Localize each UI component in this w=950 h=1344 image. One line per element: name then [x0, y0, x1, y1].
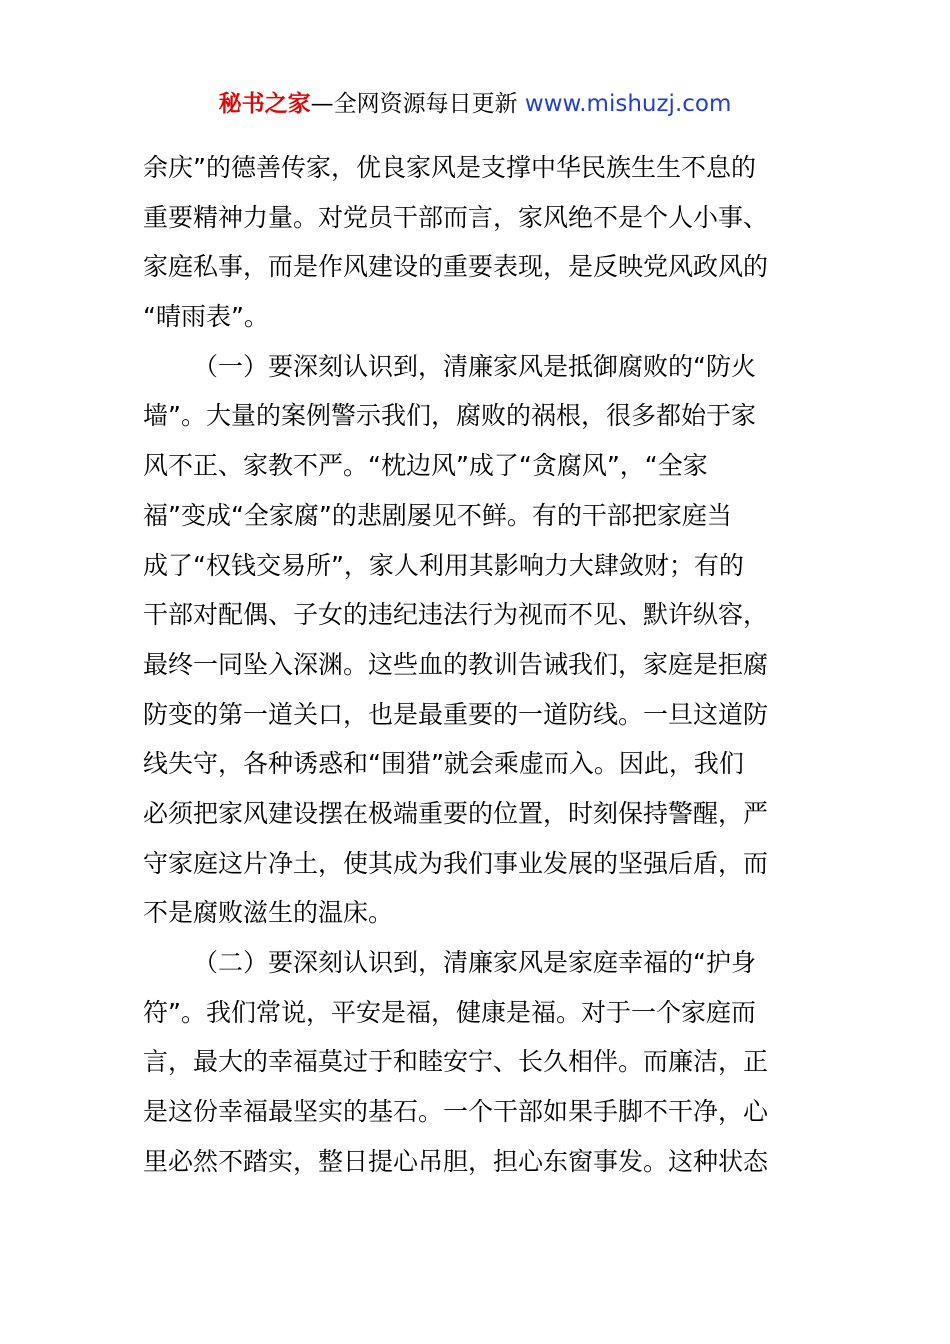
text-line: 最终一同坠入深渊。这些血的教训告诫我们，家庭是拒腐: [143, 649, 769, 679]
brand-name: 秘书之家: [218, 91, 311, 117]
header-tagline: —全网资源每日更新: [310, 91, 525, 117]
text-line: 符”。我们常说，平安是福，健康是福。对于一个家庭而: [143, 997, 756, 1027]
text-line: 余庆”的德善传家，优良家风是支撑中华民族生生不息的: [143, 153, 756, 182]
text-line: 不是腐败滋生的温床。: [143, 898, 394, 928]
text-line: 线失守，各种诱惑和“围猎”就会乘虚而入。因此，我们: [143, 749, 744, 779]
text-line: 风不正、家教不严。“枕边风”成了“贪腐风”，“全家: [143, 451, 708, 481]
text-line: 必须把家风建设摆在极端重要的位置，时刻保持警醒，严: [143, 798, 769, 828]
text-line: 福”变成“全家腐”的悲剧屡见不鲜。有的干部把家庭当: [143, 500, 732, 530]
text-line: 守家庭这片净土，使其成为我们事业发展的坚强后盾，而: [143, 848, 769, 878]
site-header: [0, 88, 950, 120]
text-line: 是这份幸福最坚实的基石。一个干部如果手脚不干净，心: [143, 1097, 769, 1127]
text-line: 言，最大的幸福莫过于和睦安宁、长久相伴。而廉洁，正: [143, 1047, 769, 1077]
paragraph-heading-line: （二）要深刻认识到，清廉家风是家庭幸福的“护身: [193, 948, 756, 977]
text-line: 成了“权钱交易所”，家人利用其影响力大肆敛财；有的: [143, 550, 744, 580]
text-line: 干部对配偶、子女的违纪违法行为视而不见、默许纵容，: [143, 600, 769, 630]
site-url[interactable]: www.mishuzj.com: [524, 91, 732, 117]
text-line: 重要精神力量。对党员干部而言，家风绝不是个人小事、: [143, 202, 769, 232]
document-body: [143, 143, 813, 1186]
paragraph-heading-line: （一）要深刻认识到，清廉家风是抵御腐败的“防火: [193, 351, 756, 381]
text-line: 家庭私事，而是作风建设的重要表现，是反映党风政风的: [143, 252, 769, 282]
text-line: 墙”。大量的案例警示我们，腐败的祸根，很多都始于家: [143, 401, 756, 431]
text-line: 里必然不踏实，整日提心吊胆，担心东窗事发。这种状态: [143, 1146, 769, 1176]
text-line: 防变的第一道关口，也是最重要的一道防线。一旦这道防: [143, 699, 769, 729]
text-line: “晴雨表”。: [143, 302, 269, 332]
